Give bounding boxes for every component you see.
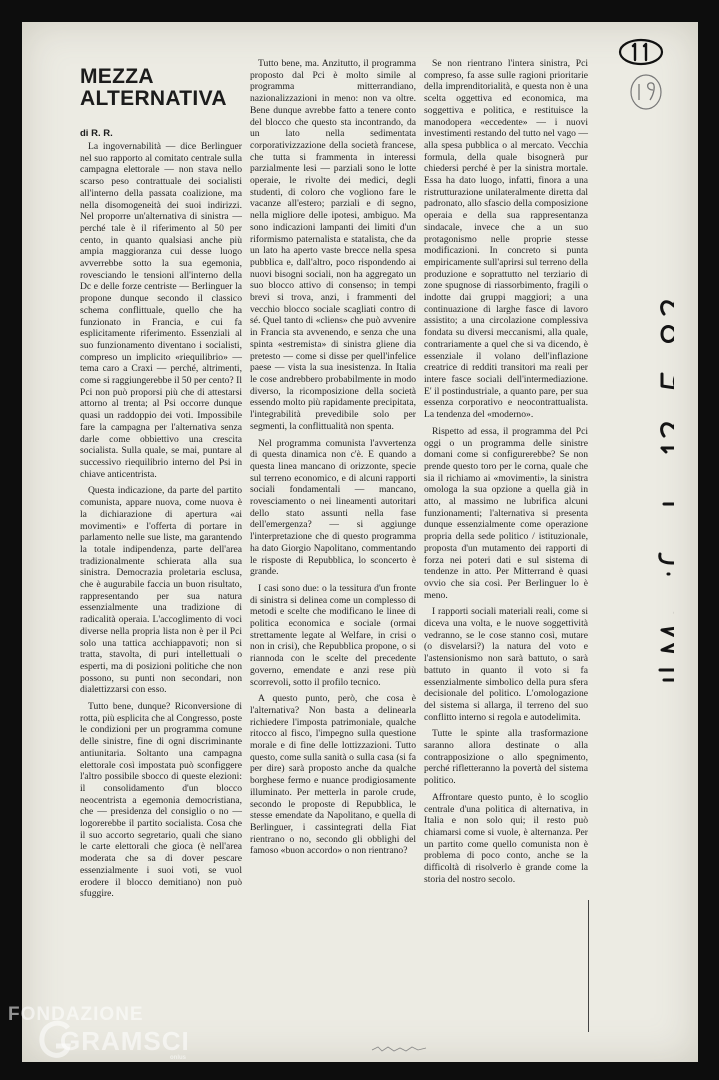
article-column-2	[250, 58, 416, 862]
paragraph: Affrontare questo punto, è lo scoglio centrale d'una politica di alternativa, in Italia e non solo qui; il resto può chiamarsi come si vuole, è alternanza. Per un partito come quello comunista non è problema di poco conto, anche se la difficoltà di risolverlo è grande come la storia del nostro secolo.	[424, 791, 588, 885]
watermark-line-2: GRAMSCI	[60, 1026, 190, 1056]
handwritten-source-annotation-icon	[604, 172, 674, 692]
paragraph: A questo punto, però, che cosa è l'alternativa? Non basta a delinearla richiedere l'imposta patrimoniale, qualche ritocco al fisco, l'impegno sulla questione morale e di fine delle lottizzazioni. Tutto questo, come sulla sanità o sulla casa (si fa per dire) sarà proposto anche da qualche borghese fermo e nuance prodigiosamente illuminato. Per metterla in parole crude, secondo le proposte di Repubblica, le stesse emendate da Napolitano, e quella di Berlinguer, i cassintegrati della Fiat rientrano o no, secondo gli obblighi del famoso «buon accordo» o non rientrano?	[250, 693, 416, 857]
handwritten-page-number-icon	[618, 38, 664, 66]
watermark-line-1: FONDAZIONE	[8, 1004, 144, 1025]
paragraph: La ingovernabilità — dice Berlinguer nel suo rapporto al comitato centrale sulla campagna elettorale — non stava nello scarso peso contrattuale dei socialisti all'interno della passata coalizione, ma nella disomogeneità dei suoi indirizzi. Nel proporre un'alternativa di sinistra — perché tale è il riferimento al 50 per cento, in quanto qualsiasi anche più ampia maggioranza cui desse luogo avverrebbe sotto la sua egemonia, rovesciando le tensioni all'interno della Dc e delle forze centriste — Berlinguer la propone dunque secondo il classico schema conflittuale, quello che ha funzionato in Francia, e cui fa esplicitamente riferimento. Essenziali al suo funzionamento diventano i socialisti, compreso un implicito «riequilibrio» — tema caro a Craxi — perché, altrimenti, come si raggiungerebbe il 50 per cento? Il Pci non può proporsi più che di attestarsi attorno al trenta; al Psi occorre dunque quasi un raddoppio dei voti. Impossibile fare la campagna per l'alternativa senza darle come obbiettivo una crescita socialista. Sulla quale, se mai, puntare al successivo riequilibrio interno del Psi in chiave anticentrista.	[80, 141, 242, 480]
watermark-line-3: onlus	[170, 1055, 186, 1061]
article-column-3	[424, 58, 588, 891]
article-column-1	[80, 141, 242, 905]
paragraph: Tutto bene, ma. Anzitutto, il programma proposto dal Pci è molto simile al programma mitterrandiano, nazionalizzazioni in meno: non va oltre. Bene dunque avrebbe fatto a tenere conto del blocco che questo sta incontrando, da un lato nella sedimentata corporativizzazione della società francese, che tutta si frammenta in interessi parzialmente lesi — parziali sono le lotte operaie, le rivolte dei medici, degli studenti, di coloro che vogliono fare le vacanze all'estero; parziali e di segno, nella migliore delle ipotesi, ambiguo. Ma sono indicazioni lampanti dei limiti d'un riformismo paternalista e statalista, che da un lato ha aperto vaste brecce nella spesa pubblica e, dall'altro, poco rispondendo ai nuovi bisogni sociali, non ha aggregato un suo blocco attivo di consenso; in tempi brevi si trova, anzi, i frammenti del vecchio blocco sociale scagliati contro di sé. Quel tanto di «cliens» che può avvenire in Francia sta avvenendo, e senza che una spinta «estremista» di sinistra gliene dia pretesto — come si disse per quell'infelice paese — vista la sua inesistenza. In Italia le cose andrebbero probabilmente in modo diverso, la ricomposizione della società essendo molto più rapidamente precipitata, l'integrabilità prevedibile solo per segmenti, la conflittualità non spenta.	[250, 58, 416, 432]
article-headline	[80, 66, 240, 110]
paragraph: Se non rientrano l'intera sinistra, Pci compreso, fa asse sulle ragioni prioritarie della imprenditorialità, e questa non è una scelta oggettiva ed economica, ma soggettiva e politica, e restituisce la manodopera «eccedente» — i nuovi investimenti restando del tutto nel vago — alla spesa pubblica o al mercato. Vecchia formula, della quale bisognerà pur chiedersi perché è per la sinistra mortale. Essa ha dato luogo, infatti, finora a una ristrutturazione unilateralmente diretta dal padronato, allo sfascio della composizione operaia e della sua rappresentanza sindacale, invece che a un suo protagonismo nelle proprie stesse modificazioni. In concreto si punta empiricamente sull'aprirsi sul terreno della produzione e soprattutto nel terziario di zone spugnose di riassorbimento, fragili o indotte dai gruppi maggiori; a una continuazione di larghe fasce di lavoro assistito; a una circolazione complessiva fondata su diversi meccanismi, alla quale, contrariamente a quel che si va dicendo, è essenziale il volano dell'inflazione creatrice di redditi transitori ma reali per intere fasce sociali dell'intermediazione. E' il postindustriale, a quanto pare, per sua essenza corporativo e neocontrattualista. La tendenza del «moderno».	[424, 58, 588, 421]
archive-watermark	[8, 1000, 208, 1076]
headline-line-1: MEZZA	[80, 65, 154, 88]
paragraph: Rispetto ad essa, il programma del Pci oggi o un programma delle sinistre domani come si configurerebbe? Se non prende questo toro per le corna, quale che sia il richiamo ai «movimenti», la sinistra omologa la sua opzione a quella già in atto, al massimo ne lubrifica alcuni funzionamenti; l'alternativa si presenta dunque essenzialmente come operazione propria della sede politico / istituzionale, proposta d'un mutamento dei rapporti di forza nei poteri dati e sul sistema di tendenze in atto. Per Mitterrand è quasi ovvio che sia così. Per Berlinguer lo è meno.	[424, 425, 588, 601]
headline-line-2: ALTERNATIVA	[80, 87, 227, 110]
paragraph: Tutte le spinte alla trasformazione saranno allora destinate o alla contrapposizione o allo spegnimento, perché rifletteranno la povertà del sistema politico.	[424, 728, 588, 787]
paragraph: Questa indicazione, da parte del partito comunista, appare nuova, come nuova è la dichiarazione di apertura «ai movimenti» e l'offerta di portare in parlamento nelle sue liste, ma garantendo la totale indipendenza, parte dell'area tradizionalmente schierata alla sua sinistra. Democrazia proletaria esclusa, che è augurabile faccia un buon risultato, rappresentando per sua natura essenzialmente una tradizione di radicalità operaia. L'accoglimento di voci diverse nella propria lista non è per il Pci solo una tattica acchiappavoti; non si tratta, stavolta, di puri intellettuali o esperti, ma di posizioni politiche che non possono, su punti non secondari, non dialettizzarsi con esso.	[80, 485, 242, 696]
paragraph: Nel programma comunista l'avvertenza di questa dinamica non c'è. E quando a questa linea mancano di orizzonte, specie sul terreno economico, e di alcuni rapporti sociali fondamentali — mancano, rovesciamento o nei lineamenti autoritari dello stato assunti nella fase dell'emergenza? — si aggiunge l'interpretazione che di questo programma ha dato Giorgio Napolitano, commentando le risposte di Repubblica, lo sconcerto è grande.	[250, 437, 416, 578]
paragraph: I rapporti sociali materiali reali, come si diceva una volta, e le nuove soggettività vedranno, se le cose stanno così, mutare (o disvelarsi?) la natura del voto e l'astensionismo non sarà battuto, o sarà battuto in quanto il voto si fa essenzialmente simbolico della pura sfera decisionale del politico. L'omologazione del sistema si allarga, il terreno del suo conflitto interno si regola e autodelimita.	[424, 606, 588, 723]
paragraph: Tutto bene, dunque? Riconversione di rotta, più esplicita che al Congresso, poste le condizioni per un programma comune delle sinistre, fine di ogni discriminante antiunitaria. Soltanto una campagna elettorale così impostata può sconfiggere l'altro possibile sbocco di queste elezioni: il consolidamento d'un blocco neocentrista a egemonia democristiana, che — presidenza del consiglio o no — logorerebbe il partito socialista. Cosa che il suo accorto segretario, quali che siano le carte elettorali che gioca (è nell'area moderata che sa di dover pescare essenzialmente i suoi voti, se vuol erodere il blocco demitiano) non può sfuggire.	[80, 701, 242, 900]
pencil-page-number-icon	[628, 72, 664, 112]
paragraph: I casi sono due: o la tessitura d'un fronte di sinistra si delinea come un complesso di metodi e scelte che modificano le linee di politica economica e sociale (ormai strettamente legate al Welfare, in crisi o non in crisi), che Repubblica propone, o si riannoda con le scelte del precedente governo, emendate e anzi rese più scorrevoli, sotto il profilo tecnico.	[250, 582, 416, 688]
pen-scribble-icon	[370, 1044, 430, 1054]
article-byline: di R. R.	[80, 128, 113, 139]
column-rule	[588, 900, 589, 1032]
